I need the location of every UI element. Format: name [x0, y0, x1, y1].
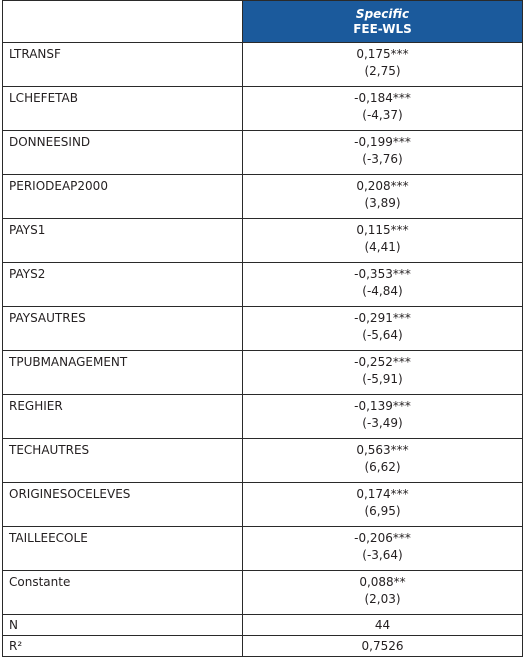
coefficient-value: 0,088** — [359, 575, 406, 589]
coefficient-value: -0,139*** — [354, 399, 411, 413]
summary-value: 0,7526 — [243, 636, 523, 657]
coefficient-value: -0,199*** — [354, 135, 411, 149]
t-statistic: (3,89) — [364, 196, 401, 210]
summary-value: 44 — [243, 615, 523, 636]
variable-name: DONNEESIND — [3, 131, 243, 175]
t-statistic: (-4,84) — [362, 284, 403, 298]
coefficient-value: 0,563*** — [356, 443, 409, 457]
variable-name: PAYS1 — [3, 219, 243, 263]
t-statistic: (-5,91) — [362, 372, 403, 386]
t-statistic: (4,41) — [364, 240, 401, 254]
table-row — [3, 439, 523, 483]
variable-name: TPUBMANAGEMENT — [3, 351, 243, 395]
t-statistic: (6,62) — [364, 460, 401, 474]
coefficient-cell — [243, 483, 523, 527]
coefficient-cell — [243, 131, 523, 175]
table-row — [3, 483, 523, 527]
coefficient-value: -0,353*** — [354, 267, 411, 281]
coefficient-value: 0,115*** — [356, 223, 409, 237]
header-model-cell — [243, 1, 523, 43]
coefficient-value: 0,208*** — [356, 179, 409, 193]
t-statistic: (2,03) — [364, 592, 401, 606]
table-row — [3, 175, 523, 219]
table-row — [3, 43, 523, 87]
coefficient-cell — [243, 263, 523, 307]
t-statistic: (2,75) — [364, 64, 401, 78]
summary-row-n — [3, 615, 523, 636]
t-statistic: (-3,76) — [362, 152, 403, 166]
coefficient-cell — [243, 439, 523, 483]
coefficient-value: -0,184*** — [354, 91, 411, 105]
coefficient-cell — [243, 175, 523, 219]
table-row — [3, 307, 523, 351]
coefficient-cell — [243, 351, 523, 395]
coefficient-cell — [243, 87, 523, 131]
variable-name: REGHIER — [3, 395, 243, 439]
variable-name: ORIGINESOCELEVES — [3, 483, 243, 527]
variable-name: LCHEFETAB — [3, 87, 243, 131]
header-variable-cell — [3, 1, 243, 43]
table-row — [3, 131, 523, 175]
summary-label: N — [3, 615, 243, 636]
variable-name: TAILLEECOLE — [3, 527, 243, 571]
coefficient-cell — [243, 307, 523, 351]
coefficient-cell — [243, 571, 523, 615]
table-header-row — [3, 1, 523, 43]
variable-name: PAYSAUTRES — [3, 307, 243, 351]
t-statistic: (-3,64) — [362, 548, 403, 562]
t-statistic: (-5,64) — [362, 328, 403, 342]
coefficient-value: 0,175*** — [356, 47, 409, 61]
table-row — [3, 219, 523, 263]
table-row — [3, 263, 523, 307]
coefficient-value: -0,252*** — [354, 355, 411, 369]
header-model-method: FEE-WLS — [353, 21, 412, 36]
coefficient-cell — [243, 43, 523, 87]
coefficient-value: 0,174*** — [356, 487, 409, 501]
variable-name: PAYS2 — [3, 263, 243, 307]
variable-name: PERIODEAP2000 — [3, 175, 243, 219]
t-statistic: (-4,37) — [362, 108, 403, 122]
variable-name: LTRANSF — [3, 43, 243, 87]
table-row — [3, 351, 523, 395]
variable-name: TECHAUTRES — [3, 439, 243, 483]
t-statistic: (6,95) — [364, 504, 401, 518]
t-statistic: (-3,49) — [362, 416, 403, 430]
table-row — [3, 395, 523, 439]
header-model-title: Specific — [355, 6, 410, 21]
coefficient-value: -0,291*** — [354, 311, 411, 325]
table-row — [3, 571, 523, 615]
coefficient-cell — [243, 395, 523, 439]
variable-name: Constante — [3, 571, 243, 615]
summary-row-r-squared — [3, 636, 523, 657]
coefficient-cell — [243, 219, 523, 263]
coefficient-cell — [243, 527, 523, 571]
table-row — [3, 527, 523, 571]
table-row — [3, 87, 523, 131]
summary-label: R² — [3, 636, 243, 657]
coefficient-value: -0,206*** — [354, 531, 411, 545]
regression-results-table — [2, 0, 523, 657]
